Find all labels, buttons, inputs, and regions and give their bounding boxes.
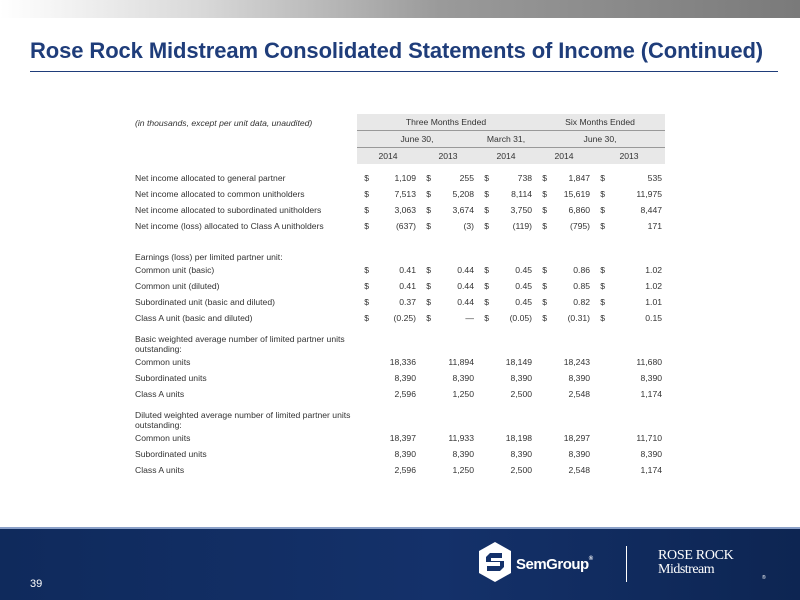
currency-symbol: $ (542, 173, 548, 183)
subgroup-march31: March 31, (477, 131, 535, 148)
currency-symbol: $ (364, 173, 369, 183)
header-group-row (135, 114, 665, 131)
value-cell: 8,390 (568, 373, 591, 383)
table-note: (in thousands, except per unit data, unaudited) (135, 117, 313, 128)
value-cell: 1,109 (394, 173, 416, 183)
value-cell: 1.02 (645, 265, 663, 275)
value-cell: 1.02 (645, 281, 663, 291)
eps-heading (135, 240, 665, 262)
currency-symbol: $ (426, 205, 431, 215)
value-cell: 738 (517, 173, 533, 183)
value-cell: 2,500 (510, 389, 533, 399)
currency-symbol: $ (600, 189, 606, 199)
table-row (135, 354, 665, 370)
value-cell: 535 (647, 173, 663, 183)
value-cell: 6,860 (568, 205, 591, 215)
currency-symbol: $ (484, 221, 489, 231)
value-cell: 11,894 (448, 357, 474, 367)
blank-cell (593, 354, 605, 370)
currency-symbol: $ (542, 313, 548, 323)
value-cell: 0.82 (573, 297, 591, 307)
table-row (135, 386, 665, 402)
semgroup-logo-icon (478, 541, 512, 583)
value-cell: 0.45 (515, 281, 533, 291)
value-cell: 11,680 (636, 357, 663, 367)
blank-cell (357, 462, 369, 478)
title-underline (30, 71, 778, 72)
blank-cell (593, 430, 605, 446)
value-cell: 2,596 (394, 465, 416, 475)
table-row (135, 202, 665, 218)
value-cell: (795) (569, 221, 591, 231)
row-label: Net income allocated to general partner (135, 173, 286, 183)
currency-symbol: $ (600, 221, 606, 231)
value-cell: (0.05) (509, 313, 533, 323)
basic-units-heading (135, 332, 665, 354)
blank-cell (419, 446, 431, 462)
blank-cell (477, 370, 489, 386)
value-cell: 11,975 (636, 189, 663, 199)
subgroup-june30-a: June 30, (357, 131, 477, 148)
value-cell: 1.01 (645, 297, 663, 307)
value-cell: 255 (459, 173, 474, 183)
currency-symbol: $ (364, 265, 369, 275)
value-cell: 8,390 (452, 449, 474, 459)
table-row (135, 462, 665, 478)
value-cell: 2,548 (568, 465, 591, 475)
blank-cell (535, 386, 547, 402)
value-cell: 0.44 (457, 281, 474, 291)
value-cell: 2,500 (510, 465, 533, 475)
value-cell: 8,390 (510, 373, 533, 383)
value-cell: 8,390 (510, 449, 533, 459)
value-cell: 8,390 (394, 449, 416, 459)
blank-cell (477, 354, 489, 370)
value-cell: 0.37 (399, 297, 416, 307)
value-cell: 15,619 (563, 189, 591, 199)
table-row (135, 186, 665, 202)
row-label: Common unit (diluted) (135, 281, 220, 291)
value-cell: 0.85 (573, 281, 591, 291)
value-cell: 1,847 (568, 173, 591, 183)
year-col-2: 2013 (419, 148, 477, 165)
value-cell: 18,297 (563, 433, 591, 443)
currency-symbol: $ (364, 205, 369, 215)
currency-symbol: $ (484, 313, 489, 323)
value-cell: 8,390 (452, 373, 474, 383)
blank-cell (357, 354, 369, 370)
table-row (135, 310, 665, 326)
table-row (135, 262, 665, 278)
currency-symbol: $ (542, 189, 548, 199)
top-gradient-bar (0, 0, 800, 18)
value-cell: 18,397 (389, 433, 416, 443)
blank-cell (535, 430, 547, 446)
currency-symbol: $ (426, 265, 431, 275)
blank-cell (535, 354, 547, 370)
currency-symbol: $ (542, 265, 548, 275)
page-number: 39 (30, 578, 43, 590)
blank-cell (419, 370, 431, 386)
header-year-row (135, 148, 665, 165)
blank-cell (593, 462, 605, 478)
row-label: Net income allocated to common unitholders (135, 189, 305, 199)
blank-cell (419, 354, 431, 370)
currency-symbol: $ (426, 173, 431, 183)
value-cell: 1,174 (640, 389, 663, 399)
currency-symbol: $ (600, 205, 606, 215)
currency-symbol: $ (542, 281, 548, 291)
currency-symbol: $ (484, 205, 489, 215)
row-label: Subordinated units (135, 449, 207, 459)
value-cell: 11,710 (636, 433, 663, 443)
currency-symbol: $ (364, 221, 369, 231)
value-cell: (119) (512, 221, 533, 231)
value-cell: 3,063 (394, 205, 416, 215)
row-label: Net income allocated to subordinated unitholders (135, 205, 322, 215)
value-cell: 8,447 (640, 205, 663, 215)
blank-cell (419, 430, 431, 446)
year-col-3: 2014 (477, 148, 535, 165)
basic-units-heading-label: Basic weighted average number of limited partner units outstanding: (135, 334, 345, 354)
currency-symbol: $ (600, 173, 606, 183)
currency-symbol: $ (600, 281, 606, 291)
value-cell: 0.45 (515, 265, 533, 275)
currency-symbol: $ (600, 265, 606, 275)
currency-symbol: $ (542, 297, 548, 307)
roserock-reg-mark: ® (762, 575, 766, 581)
blank-cell (477, 430, 489, 446)
currency-symbol: $ (484, 297, 489, 307)
row-label: Class A units (135, 465, 185, 475)
diluted-units-heading-label: Diluted weighted average number of limited partner units outstanding: (135, 410, 351, 430)
header-subgroup-row (135, 131, 665, 148)
blank-cell (357, 370, 369, 386)
eps-heading-label: Earnings (loss) per limited partner unit: (135, 252, 283, 262)
semgroup-logo-text: SemGroup® (516, 556, 593, 573)
value-cell: (0.25) (393, 313, 416, 323)
value-cell: (3) (463, 221, 474, 231)
roserock-logo-line1: ROSE ROCK (658, 548, 734, 563)
blank-cell (419, 462, 431, 478)
currency-symbol: $ (364, 189, 369, 199)
currency-symbol: $ (542, 205, 548, 215)
roserock-logo-line2: Midstream (658, 562, 715, 577)
row-label: Common unit (basic) (135, 265, 215, 275)
currency-symbol: $ (600, 313, 606, 323)
table-row (135, 294, 665, 310)
value-cell: 2,548 (568, 389, 591, 399)
year-col-4: 2014 (535, 148, 593, 165)
currency-symbol: $ (484, 189, 489, 199)
blank-cell (357, 430, 369, 446)
currency-symbol: $ (426, 221, 431, 231)
currency-symbol: $ (484, 173, 489, 183)
blank-cell (535, 370, 547, 386)
value-cell: 2,596 (394, 389, 416, 399)
value-cell: 3,674 (452, 205, 474, 215)
blank-cell (535, 462, 547, 478)
value-cell: 3,750 (510, 205, 533, 215)
table-row (135, 430, 665, 446)
value-cell: 0.15 (645, 313, 663, 323)
value-cell: 8,390 (568, 449, 591, 459)
row-label: Class A unit (basic and diluted) (135, 313, 253, 323)
year-col-1: 2014 (357, 148, 419, 165)
table-row (135, 278, 665, 294)
value-cell: (0.31) (567, 313, 591, 323)
table-row (135, 218, 665, 234)
value-cell: 0.41 (399, 265, 416, 275)
value-cell: 0.41 (399, 281, 416, 291)
row-label: Common units (135, 433, 191, 443)
logo-divider (626, 546, 627, 582)
value-cell: 8,390 (640, 373, 663, 383)
row-label: Common units (135, 357, 191, 367)
blank-cell (593, 446, 605, 462)
blank-cell (593, 370, 605, 386)
blank-cell (357, 386, 369, 402)
diluted-units-heading (135, 408, 665, 430)
row-label: Subordinated unit (basic and diluted) (135, 297, 275, 307)
blank-cell (593, 386, 605, 402)
slide-title: Rose Rock Midstream Consolidated Statements of Income (Continued) (30, 38, 764, 63)
row-label: Net income (loss) allocated to Class A unitholders (135, 221, 324, 231)
value-cell: 5,208 (452, 189, 474, 199)
value-cell: 18,198 (505, 433, 533, 443)
table-row (135, 170, 665, 186)
blank-cell (419, 386, 431, 402)
value-cell: 1,174 (640, 465, 663, 475)
group-six-months: Six Months Ended (535, 114, 665, 131)
income-statement-table (135, 114, 665, 478)
value-cell: 7,513 (394, 189, 416, 199)
currency-symbol: $ (426, 297, 431, 307)
group-three-months: Three Months Ended (357, 114, 535, 131)
value-cell: 18,336 (389, 357, 416, 367)
currency-symbol: $ (426, 281, 431, 291)
value-cell: 0.45 (515, 297, 533, 307)
value-cell: 0.86 (573, 265, 591, 275)
year-col-5: 2013 (593, 148, 665, 165)
value-cell: 8,390 (640, 449, 663, 459)
blank-cell (357, 446, 369, 462)
value-cell: 18,243 (563, 357, 591, 367)
value-cell: 11,933 (448, 433, 474, 443)
value-cell: 1,250 (452, 389, 474, 399)
value-cell: 0.44 (457, 265, 474, 275)
blank-cell (477, 462, 489, 478)
value-cell: 1,250 (452, 465, 474, 475)
value-cell: 8,390 (394, 373, 416, 383)
value-cell: 8,114 (511, 189, 533, 199)
table-row (135, 370, 665, 386)
currency-symbol: $ (364, 313, 369, 323)
currency-symbol: $ (426, 313, 431, 323)
value-cell: 18,149 (505, 357, 533, 367)
value-cell: — (465, 313, 474, 323)
row-label: Class A units (135, 389, 185, 399)
currency-symbol: $ (426, 189, 431, 199)
currency-symbol: $ (484, 265, 489, 275)
currency-symbol: $ (600, 297, 606, 307)
row-label: Subordinated units (135, 373, 207, 383)
value-cell: (637) (395, 221, 416, 231)
blank-cell (535, 446, 547, 462)
currency-symbol: $ (542, 221, 548, 231)
value-cell: 0.44 (457, 297, 474, 307)
value-cell: 171 (647, 221, 663, 231)
currency-symbol: $ (364, 297, 369, 307)
blank-cell (477, 446, 489, 462)
currency-symbol: $ (364, 281, 369, 291)
currency-symbol: $ (484, 281, 489, 291)
blank-cell (477, 386, 489, 402)
subgroup-june30-b: June 30, (535, 131, 665, 148)
table-row (135, 446, 665, 462)
